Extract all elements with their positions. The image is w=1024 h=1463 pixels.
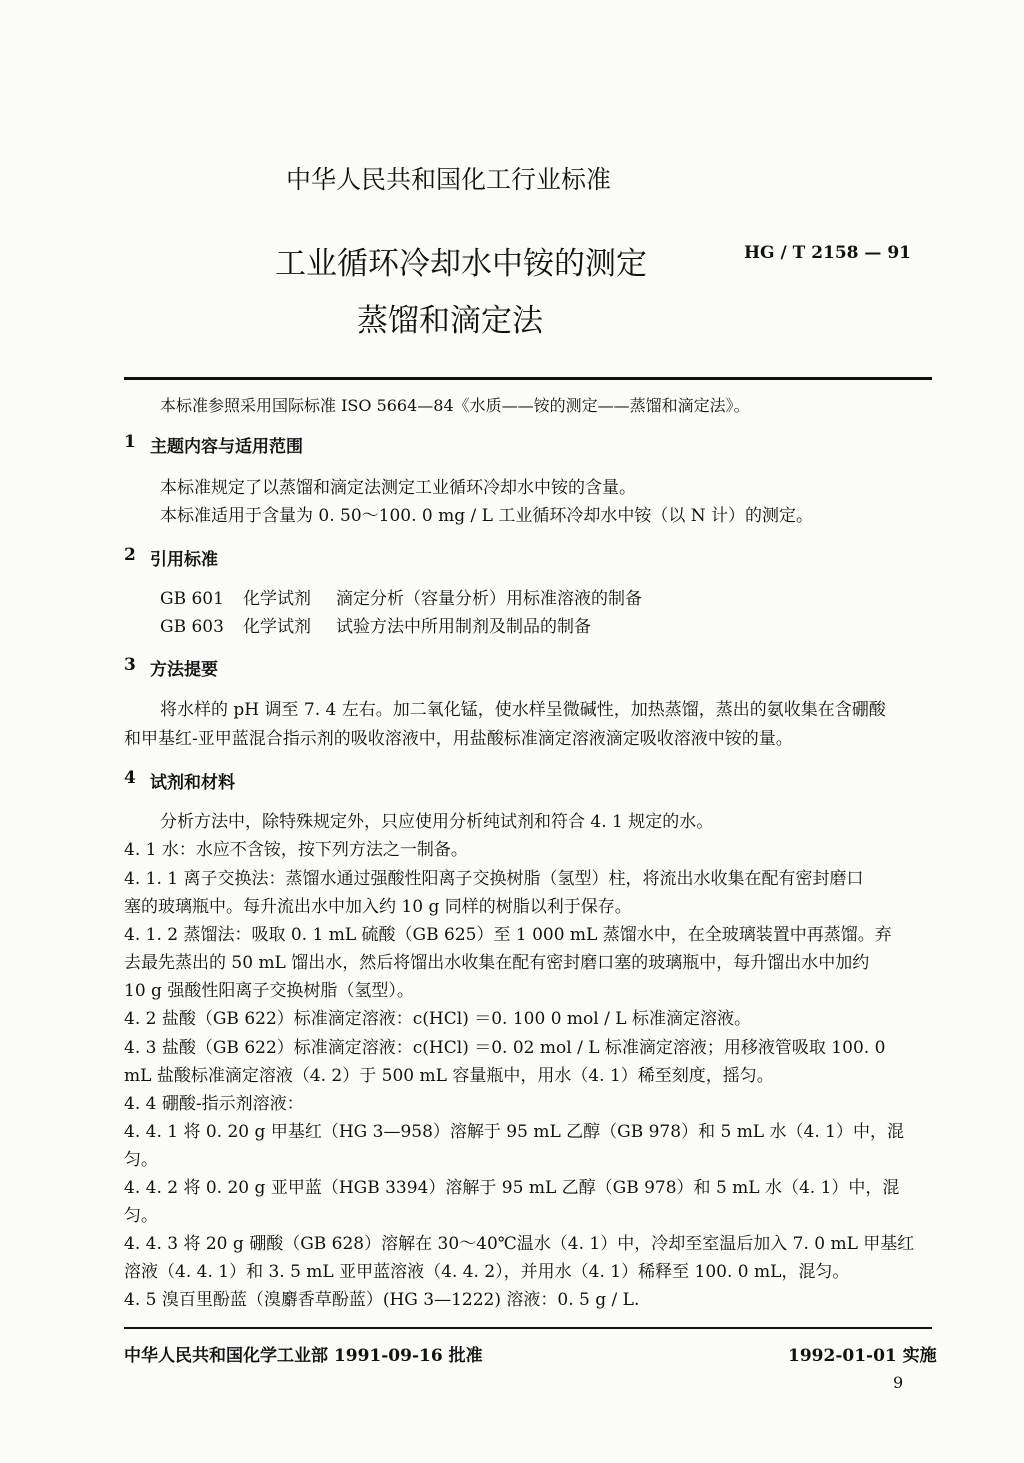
- item-4-4-1-line-2: 匀。: [124, 1150, 158, 1170]
- item-4-1-2-line-2: 去最先蒸出的 50 mL 馏出水，然后将馏出水收集在配有密封磨口塞的玻璃瓶中，每升馏出水中加约: [124, 953, 870, 973]
- section-4-intro: 分析方法中，除特殊规定外，只应使用分析纯试剂和符合 4. 1 规定的水。: [160, 812, 714, 832]
- section-4-number: 4: [124, 768, 136, 788]
- item-4-1-1-line-2: 塞的玻璃瓶中。每升流出水中加入约 10 g 同样的树脂以利于保存。: [124, 897, 632, 917]
- item-4-4: 4. 4 硼酸-指示剂溶液：: [124, 1094, 304, 1114]
- section-3-number: 3: [124, 655, 136, 675]
- page-subtitle: 蒸馏和滴定法: [357, 303, 543, 339]
- item-4-4-3-line-2: 溶液（4. 4. 1）和 3. 5 mL 亚甲蓝溶液（4. 4. 2），并用水（4. 1）稀释至 100. 0 mL，混匀。: [124, 1262, 850, 1282]
- page-title: 工业循环冷却水中铵的测定: [275, 246, 647, 282]
- item-4-1: 4. 1 水：水应不含铵，按下列方法之一制备。: [124, 840, 468, 860]
- ref-2-name: 化学试剂: [243, 617, 311, 637]
- ref-1-desc: 滴定分析（容量分析）用标准溶液的制备: [336, 589, 642, 609]
- ref-2-code: GB 603: [160, 617, 224, 637]
- section-2-title: 引用标准: [150, 550, 218, 570]
- page-number: 9: [893, 1373, 904, 1392]
- item-4-4-2-line-2: 匀。: [124, 1206, 158, 1226]
- standard-code: HG / T 2158 — 91: [744, 243, 912, 263]
- item-4-4-1-line-1: 4. 4. 1 将 0. 20 g 甲基红（HG 3—958）溶解于 95 mL 乙醇（GB 978）和 5 mL 水（4. 1）中，混: [124, 1122, 904, 1142]
- section-3-para-line-1: 将水样的 pH 调至 7. 4 左右。加二氧化锰，使水样呈微碱性，加热蒸馏，蒸出的氨收集在含硼酸: [160, 700, 886, 720]
- ref-1-name: 化学试剂: [243, 589, 311, 609]
- item-4-1-2-line-3: 10 g 强酸性阳离子交换树脂（氢型）。: [124, 981, 414, 1001]
- section-1-number: 1: [124, 432, 136, 452]
- section-2-number: 2: [124, 545, 136, 565]
- intro-text: 本标准参照采用国际标准 ISO 5664—84《水质——铵的测定——蒸馏和滴定法》。: [160, 396, 750, 415]
- section-3-title: 方法提要: [150, 660, 218, 680]
- item-4-1-2-line-1: 4. 1. 2 蒸馏法：吸取 0. 1 mL 硫酸（GB 625）至 1 000 mL 蒸馏水中，在全玻璃装置中再蒸馏。弃: [124, 925, 892, 945]
- implementation-date: 1992-01-01 实施: [788, 1346, 937, 1366]
- item-4-4-2-line-1: 4. 4. 2 将 0. 20 g 亚甲蓝（HGB 3394）溶解于 95 mL 乙醇（GB 978）和 5 mL 水（4. 1）中，混: [124, 1178, 900, 1198]
- item-4-1-1-line-1: 4. 1. 1 离子交换法：蒸馏水通过强酸性阳离子交换树脂（氢型）柱，将流出水收集在配有密封磨口: [124, 869, 864, 889]
- section-1-para-2: 本标准适用于含量为 0. 50～100. 0 mg / L 工业循环冷却水中铵（以 N 计）的测定。: [160, 506, 814, 526]
- standard-category: 中华人民共和国化工行业标准: [286, 165, 612, 194]
- item-4-5: 4. 5 溴百里酚蓝（溴麝香草酚蓝）(HG 3—1222) 溶液：0. 5 g / L.: [124, 1290, 640, 1310]
- ref-2-desc: 试验方法中所用制剂及制品的制备: [336, 617, 591, 637]
- section-1-para-1: 本标准规定了以蒸馏和滴定法测定工业循环冷却水中铵的含量。: [160, 478, 636, 498]
- item-4-3-line-1: 4. 3 盐酸（GB 622）标准滴定溶液：c(HCl) ＝0. 02 mol / L 标准滴定溶液；用移液管吸取 100. 0: [124, 1038, 886, 1058]
- approval-line: 中华人民共和国化学工业部 1991-09-16 批准: [124, 1346, 483, 1366]
- item-4-4-3-line-1: 4. 4. 3 将 20 g 硼酸（GB 628）溶解在 30～40℃温水（4. 1）中，冷却至室温后加入 7. 0 mL 甲基红: [124, 1234, 915, 1254]
- section-3-para-line-2: 和甲基红-亚甲蓝混合指示剂的吸收溶液中，用盐酸标准滴定溶液滴定吸收溶液中铵的量。: [124, 729, 793, 749]
- header-rule: [124, 377, 932, 380]
- footer-rule: [124, 1327, 932, 1329]
- item-4-2: 4. 2 盐酸（GB 622）标准滴定溶液：c(HCl) ＝0. 100 0 mol / L 标准滴定溶液。: [124, 1009, 751, 1029]
- ref-1-code: GB 601: [160, 589, 224, 609]
- section-4-title: 试剂和材料: [150, 773, 235, 793]
- item-4-3-line-2: mL 盐酸标准滴定溶液（4. 2）于 500 mL 容量瓶中，用水（4. 1）稀至刻度，摇匀。: [124, 1066, 774, 1086]
- section-1-title: 主题内容与适用范围: [150, 437, 303, 457]
